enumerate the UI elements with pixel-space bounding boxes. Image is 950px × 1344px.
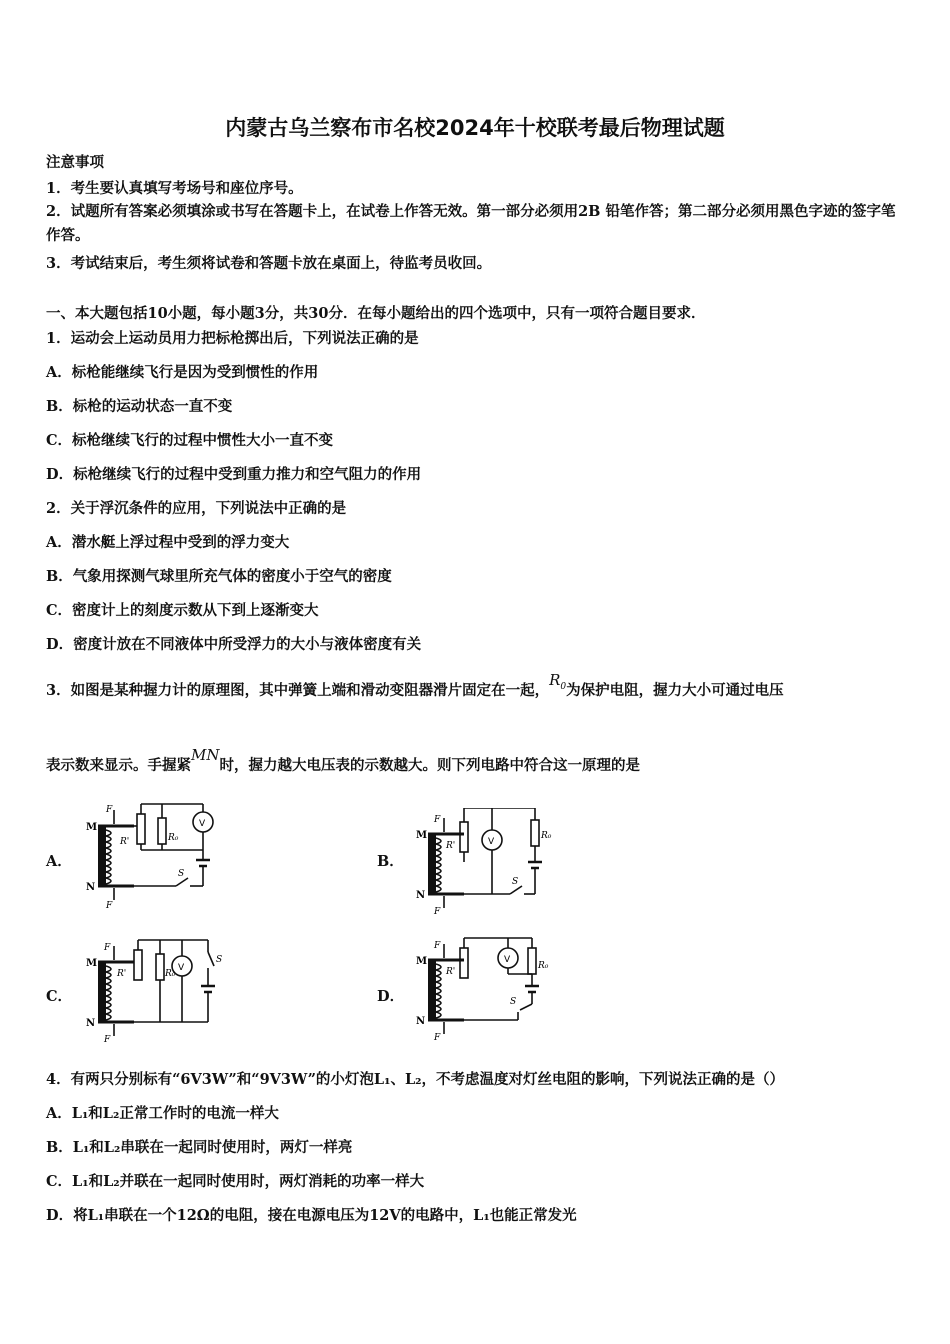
label-f-top: F bbox=[104, 943, 111, 953]
circuit-diagram-b bbox=[414, 808, 564, 920]
q1-option-b: B．标枪的运动状态一直不变 bbox=[46, 398, 233, 415]
q4-option-a: A．L₁和L₂正常工作时的电流一样大 bbox=[46, 1105, 279, 1122]
q2-option-b: B．气象用探测气球里所充气体的密度小于空气的密度 bbox=[46, 568, 392, 585]
label-s: S bbox=[512, 877, 519, 887]
q1-option-c: C．标枪继续飞行的过程中惯性大小一直不变 bbox=[46, 432, 334, 449]
label-f-bottom: F bbox=[434, 1033, 441, 1043]
q1-option-d: D．标枪继续飞行的过程中受到重力推力和空气阻力的作用 bbox=[46, 466, 422, 483]
notice-heading: 注意事项 bbox=[46, 154, 104, 171]
q4-option-d: D．将L₁串联在一个12Ω的电阻，接在电源电压为12V的电路中，L₁也能正常发光 bbox=[46, 1207, 577, 1224]
q3-stem-part4: 时，握力越大电压表的示数越大。则下列电路中符合这一原理的是 bbox=[219, 757, 640, 774]
label-f-bottom: F bbox=[434, 907, 441, 917]
voltmeter-label: V bbox=[178, 963, 185, 973]
label-r-prime: R' bbox=[446, 841, 456, 851]
label-n: N bbox=[416, 890, 426, 901]
section-heading: 一、本大题包括10小题，每小题3分，共30分．在每小题给出的四个选项中，只有一项符合题目要求． bbox=[46, 305, 706, 322]
voltmeter-label: V bbox=[199, 819, 206, 829]
label-f-bottom: F bbox=[106, 901, 113, 911]
label-s: S bbox=[178, 869, 185, 879]
label-r-prime: R' bbox=[446, 967, 456, 977]
label-m: M bbox=[86, 822, 98, 833]
q2-option-d: D．密度计放在不同液体中所受浮力的大小与液体密度有关 bbox=[46, 636, 422, 653]
q3-stem-part2: 为保护电阻，握力大小可通过电压 bbox=[566, 682, 784, 699]
q1-stem: 1．运动会上运动员用力把标枪掷出后，下列说法正确的是 bbox=[46, 330, 419, 347]
voltmeter-label: V bbox=[504, 955, 511, 965]
q3-option-d-label: D． bbox=[377, 988, 405, 1005]
q2-option-c: C．密度计上的刻度示数从下到上逐渐变大 bbox=[46, 602, 319, 619]
label-r-prime: R' bbox=[120, 837, 130, 847]
label-r0: R₀ bbox=[541, 831, 552, 841]
label-r0: R₀ bbox=[168, 833, 179, 843]
label-f-top: F bbox=[434, 941, 441, 951]
r0-symbol: $R_0$ bbox=[549, 671, 567, 692]
label-m: M bbox=[86, 958, 98, 969]
q3-option-a-label: A． bbox=[46, 853, 72, 870]
q4-option-c: C．L₁和L₂并联在一起同时使用时，两灯消耗的功率一样大 bbox=[46, 1173, 425, 1190]
q3-stem-line1 bbox=[46, 671, 784, 702]
label-f-bottom: F bbox=[104, 1035, 111, 1045]
q4-option-b: B．L₁和L₂串联在一起同时使用时，两灯一样亮 bbox=[46, 1139, 353, 1156]
voltmeter-label: V bbox=[488, 837, 495, 847]
q2-option-a: A．潜水艇上浮过程中受到的浮力变大 bbox=[46, 534, 290, 551]
notice-item-1: 1．考生要认真填写考场号和座位序号。 bbox=[46, 180, 303, 197]
circuit-diagram-a bbox=[84, 800, 234, 912]
label-r0: R₀ bbox=[165, 969, 176, 979]
q2-stem: 2．关于浮沉条件的应用，下列说法中正确的是 bbox=[46, 500, 347, 517]
label-m: M bbox=[416, 830, 428, 841]
label-n: N bbox=[416, 1016, 426, 1027]
label-s: S bbox=[216, 955, 223, 965]
q4-stem: 4．有两只分别标有“6V3W”和“9V3W”的小灯泡L₁、L₂，不考虑温度对灯丝电阻的影响，下列说法正确的是（） bbox=[46, 1071, 785, 1088]
mn-symbol: MN bbox=[191, 746, 220, 764]
label-r-prime: R' bbox=[117, 969, 127, 979]
q3-option-b-label: B． bbox=[377, 853, 404, 870]
label-m: M bbox=[416, 956, 428, 967]
notice-item-2: 2．试题所有答案必须填涂或书写在答题卡上，在试卷上作答无效。第一部分必须用2B 铅笔作答；第二部分必须用黑色字迹的签字笔作答。 bbox=[46, 203, 896, 244]
circuit-diagram-c bbox=[84, 936, 234, 1048]
q3-option-c-label: C． bbox=[46, 988, 73, 1005]
circuit-diagram-d bbox=[414, 934, 564, 1046]
label-r0: R₀ bbox=[538, 961, 549, 971]
label-s: S bbox=[510, 997, 517, 1007]
q3-stem-part3: 表示数来显示。手握紧 bbox=[46, 757, 191, 774]
label-n: N bbox=[86, 1018, 96, 1029]
label-f-top: F bbox=[434, 815, 441, 825]
label-n: N bbox=[86, 882, 96, 893]
page-title: 内蒙古乌兰察布市名校2024年十校联考最后物理试题 bbox=[225, 116, 725, 140]
q3-stem-line2 bbox=[46, 746, 640, 775]
notice-item-3: 3．考试结束后，考生须将试卷和答题卡放在桌面上，待监考员收回。 bbox=[46, 255, 492, 272]
label-f-top: F bbox=[106, 805, 113, 815]
q3-stem-part1: 3．如图是某种握力计的原理图，其中弹簧上端和滑动变阻器滑片固定在一起， bbox=[46, 682, 550, 699]
q1-option-a: A．标枪能继续飞行是因为受到惯性的作用 bbox=[46, 364, 319, 381]
